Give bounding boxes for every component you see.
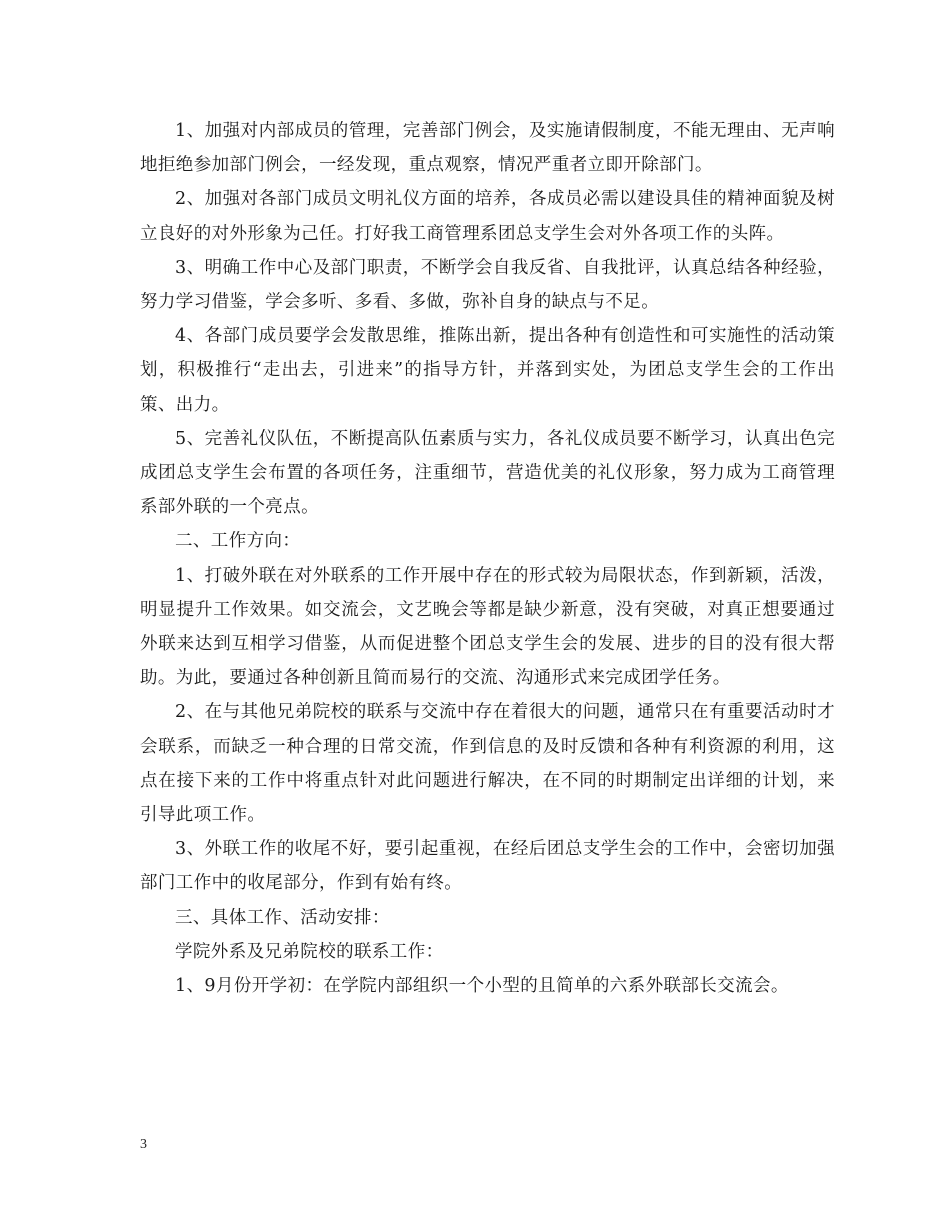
document-body [140, 114, 835, 1003]
section-heading-specific-work: 三、具体工作、活动安排： [175, 907, 390, 928]
paragraph-3: 3、明确工作中心及部门职责，不断学会自我反省、自我批评，认真总结各种经验，努力学习借鉴，学会多听、多看、多做，弥补自身的缺点与不足。 [140, 257, 835, 313]
subheading-liaison-work: 学院外系及兄弟院校的联系工作： [175, 941, 444, 962]
paragraph-direction-2: 2、在与其他兄弟院校的联系与交流中存在着很大的问题，通常只在有重要活动时才会联系，而缺乏一种合理的日常交流，作到信息的及时反馈和各种有利资源的利用，这点在接下来的工作中将重点针对此问题进行解决，在不同的时期制定出详细的计划，来引导此项工作。 [140, 702, 835, 826]
paragraph-2: 2、加强对各部门成员文明礼仪方面的培养，各成员必需以建设具佳的精神面貌及树立良好的对外形象为己任。打好我工商管理系团总支学生会对外各项工作的头阵。 [140, 189, 835, 244]
paragraph-5: 5、完善礼仪队伍，不断提高队伍素质与实力，各礼仪成员要不断学习，认真出色完成团总支学生会布置的各项任务，注重细节，营造优美的礼仪形象，努力成为工商管理系部外联的一个亮点。 [140, 428, 835, 518]
section-heading-work-direction: 二、工作方向： [175, 531, 301, 552]
paragraph-1: 1、加强对内部成员的管理，完善部门例会，及实施请假制度，不能无理由、无声响地拒绝参加部门例会，一经发现，重点观察，情况严重者立即开除部门。 [140, 121, 835, 176]
page-number: 3 [140, 1137, 147, 1152]
paragraph-september: 1、9月份开学初：在学院内部组织一个小型的且简单的六系外联部长交流会。 [175, 976, 789, 997]
paragraph-direction-3: 3、外联工作的收尾不好，要引起重视，在经后团总支学生会的工作中，会密切加强部门工作中的收尾部分，作到有始有终。 [140, 839, 835, 894]
paragraph-direction-1: 1、打破外联在对外联系的工作开展中存在的形式较为局限状态，作到新颖，活泼，明显提升工作效果。如交流会，文艺晚会等都是缺少新意，没有突破，对真正想要通过外联来达到互相学习借鉴，从而促进整个团总支学生会的发展、进步的目的没有很大帮助。为此，要通过各种创新且简而易行的交流、沟通形式来完成团学任务。 [140, 565, 835, 689]
paragraph-4: 4、各部门成员要学会发散思维，推陈出新，提出各种有创造性和可实施性的活动策划，积极推行“走出去，引进来”的指导方针，并落到实处，为团总支学生会的工作出策、出力。 [140, 326, 835, 415]
